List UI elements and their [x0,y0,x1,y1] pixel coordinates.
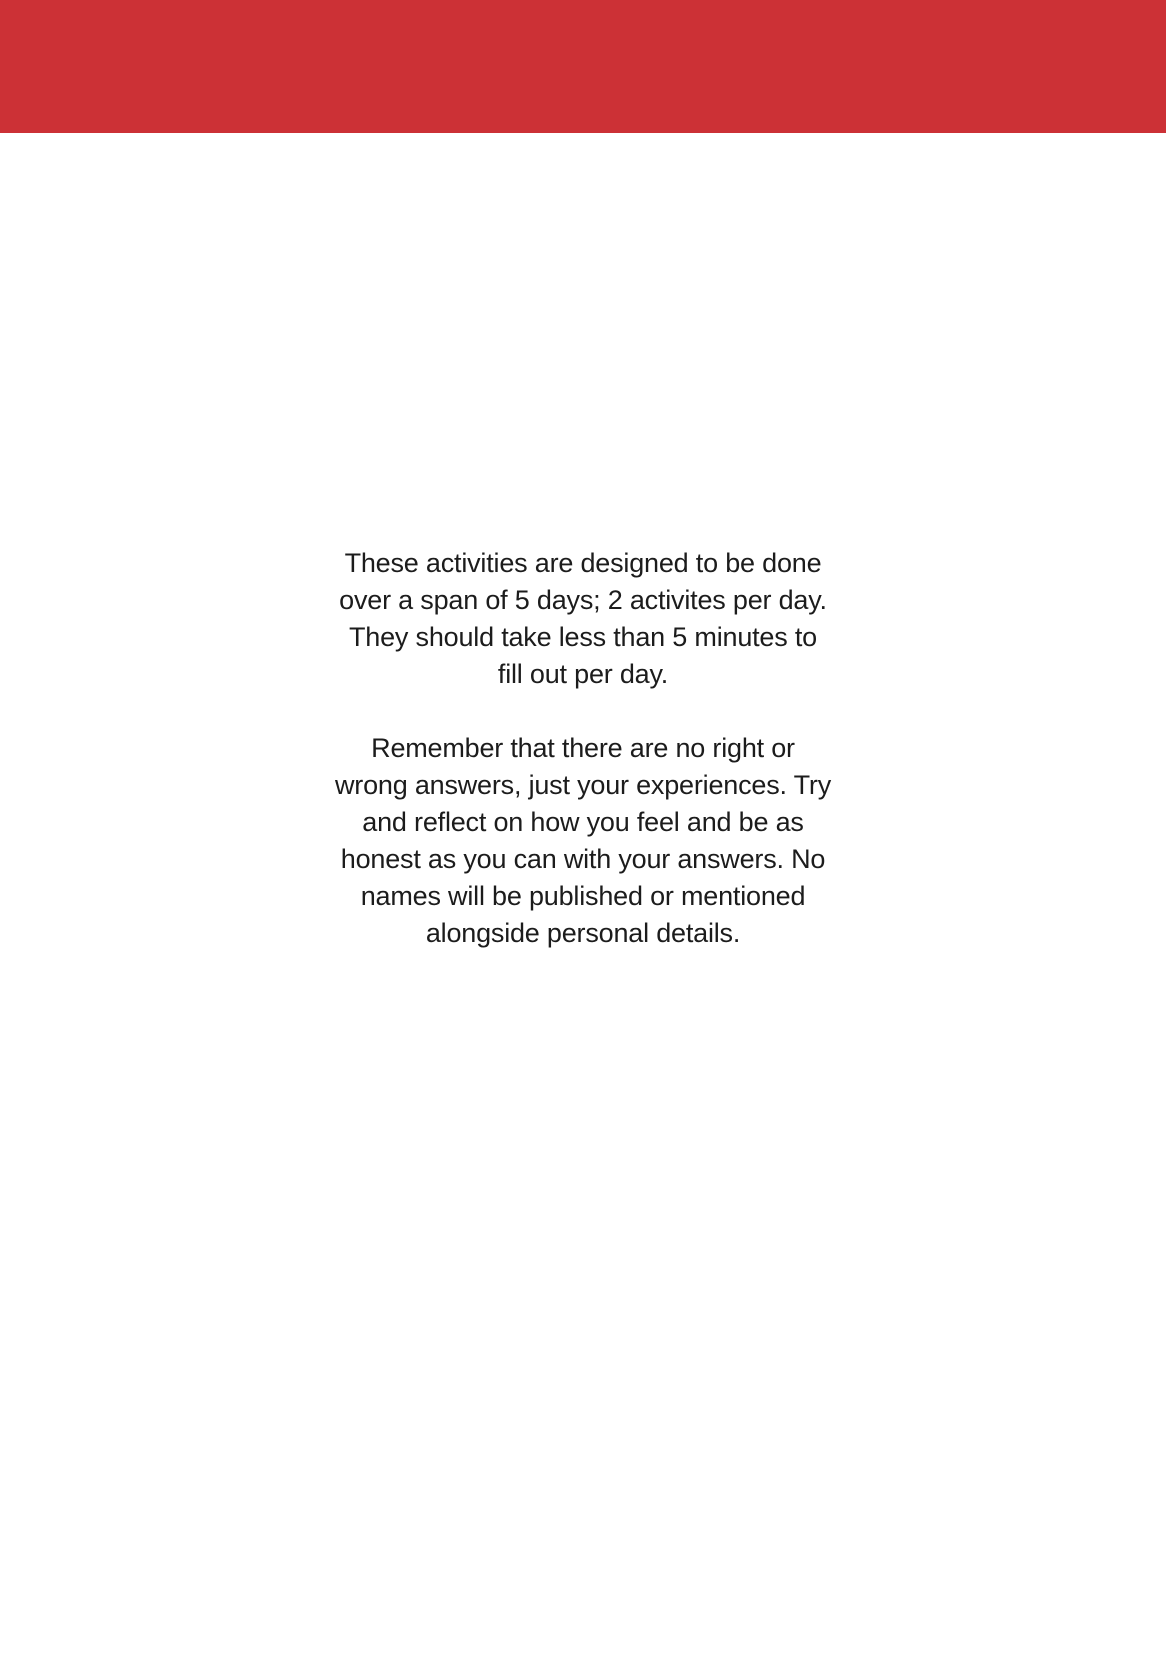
text-line: over a span of 5 days; 2 activites per day. [339,585,827,615]
text-line: Remember that there are no right or [371,733,795,763]
text-line: and reflect on how you feel and be as [362,807,804,837]
instructions-block [300,545,866,952]
text-line: wrong answers, just your experiences. Try [334,770,831,800]
text-line: honest as you can with your answers. No [340,844,826,874]
header-color-band [0,0,1166,133]
text-line: These activities are designed to be done [344,548,822,578]
text-line: fill out per day. [497,659,669,689]
text-line: alongside personal details. [425,918,741,948]
instructions-paragraph-honesty [300,730,866,952]
text-line: They should take less than 5 minutes to [349,622,817,652]
paragraph-spacer [300,693,866,730]
instructions-paragraph-schedule [300,545,866,693]
text-line: names will be published or mentioned [360,881,806,911]
